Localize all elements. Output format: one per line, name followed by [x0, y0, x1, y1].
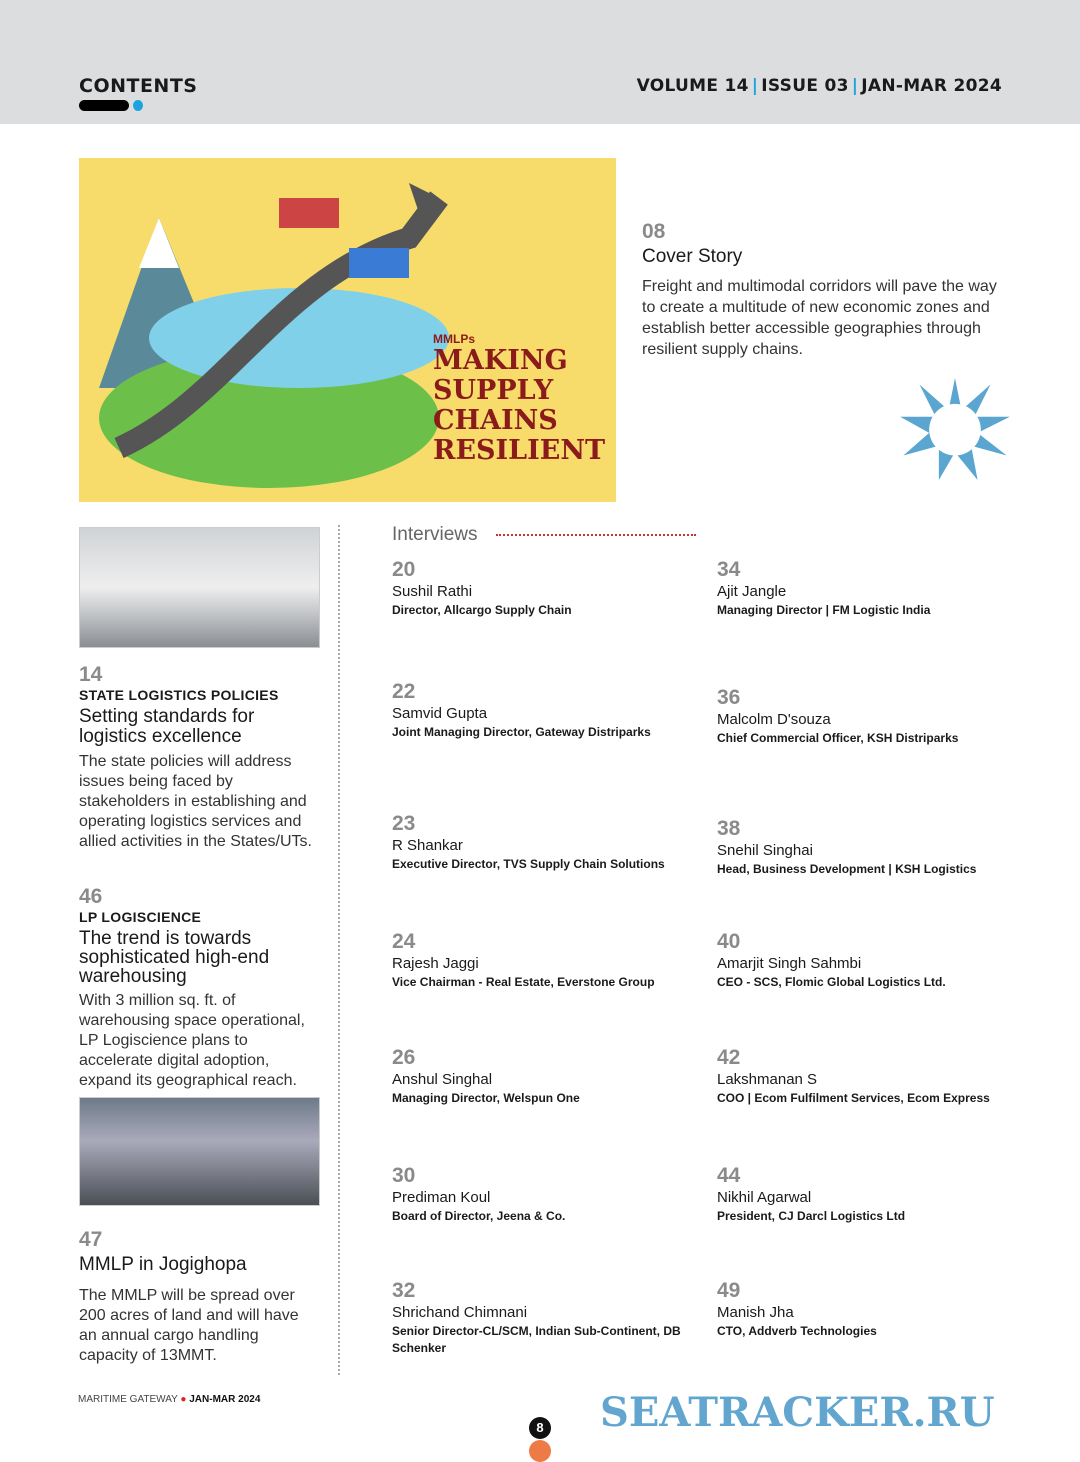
interviewee-name: Nikhil Agarwal	[717, 1189, 812, 1206]
cover-title: MAKING SUPPLY CHAINS RESILIENT	[433, 345, 606, 466]
issue-date: JAN-MAR 2024	[861, 76, 1002, 96]
page-number: 24	[392, 930, 416, 953]
article-title: Setting standards for logistics excellence	[79, 706, 255, 747]
interview-entry[interactable]	[717, 930, 1027, 991]
article-entry[interactable]	[79, 885, 324, 1091]
interviewee-role: Executive Director, TVS Supply Chain Solutions	[392, 857, 665, 871]
interview-entry[interactable]	[392, 1279, 702, 1357]
description: With 3 million sq. ft. of warehousing space operational, LP Logiscience plans to accelerate digital adoption, expand its geographical reach.	[79, 992, 305, 1089]
interviewee-role: Managing Director, Welspun One	[392, 1091, 580, 1105]
interviewee-name: Ajit Jangle	[717, 583, 787, 600]
interviewee-role: Director, Allcargo Supply Chain	[392, 603, 572, 617]
page-number: 30	[392, 1164, 416, 1187]
interviewee-role: Managing Director | FM Logistic India	[717, 603, 931, 617]
cover-kicker: MMLPs	[433, 332, 475, 346]
interviewee-name: Malcolm D'souza	[717, 711, 831, 728]
description: Freight and multimodal corridors will pave the way to create a multitude of new economic zones and establish better accessible geographies through resilient supply chains.	[642, 278, 997, 358]
page-number: 49	[717, 1279, 741, 1302]
page-number: 38	[717, 817, 741, 840]
watermark: SEATRACKER.RU	[600, 1389, 995, 1436]
interview-entry[interactable]	[392, 1046, 702, 1107]
interviewee-role: Joint Managing Director, Gateway Distriparks	[392, 725, 651, 739]
interview-entry[interactable]	[392, 558, 702, 619]
interviewee-role: CTO, Addverb Technologies	[717, 1324, 877, 1338]
interview-entry[interactable]	[717, 558, 1027, 619]
interviewee-role: Head, Business Development | KSH Logistics	[717, 862, 977, 876]
interview-entry[interactable]	[717, 1279, 1027, 1340]
page-number: 08	[642, 220, 666, 243]
cover-story-entry[interactable]	[642, 220, 1007, 360]
page-number: 22	[392, 680, 416, 703]
page-number: 46	[79, 885, 103, 908]
title-pill-decoration	[79, 100, 129, 111]
interviewee-name: Snehil Singhai	[717, 842, 813, 859]
page-title: CONTENTS	[79, 75, 198, 97]
page-number-badge: 8	[529, 1417, 551, 1439]
interviewee-name: Sushil Rathi	[392, 583, 473, 600]
interviewee-role: CEO - SCS, Flomic Global Logistics Ltd.	[717, 975, 946, 989]
interviewee-role: Vice Chairman - Real Estate, Everstone Group	[392, 975, 655, 989]
article-title: The trend is towards sophisticated high-end warehousing	[79, 928, 270, 987]
interviewee-name: Lakshmanan S	[717, 1071, 818, 1088]
issue-number: ISSUE 03	[761, 76, 849, 96]
interviewee-role: Chief Commercial Officer, KSH Distriparks	[717, 731, 959, 745]
page-number: 20	[392, 558, 416, 581]
volume: VOLUME 14	[636, 76, 749, 96]
section-title: Cover Story	[642, 246, 743, 267]
title-dot-decoration	[133, 100, 143, 111]
page-dot-decoration	[529, 1440, 551, 1462]
interviewee-name: Prediman Koul	[392, 1189, 491, 1206]
footer-brand: MARITIME GATEWAY	[78, 1394, 178, 1405]
interview-entry[interactable]	[717, 1046, 1027, 1107]
page-number: 44	[717, 1164, 741, 1187]
page-number: 23	[392, 812, 416, 835]
issue-info: VOLUME 14 | ISSUE 03 | JAN-MAR 2024	[636, 76, 1002, 96]
watermark-star-icon	[900, 378, 1010, 485]
interview-entry[interactable]	[392, 930, 702, 991]
interviewee-name: R Shankar	[392, 837, 463, 854]
interviews-label: Interviews	[392, 524, 478, 545]
interviewee-role: COO | Ecom Fulfilment Services, Ecom Express	[717, 1091, 990, 1105]
page-number: 40	[717, 930, 741, 953]
interviewee-name: Manish Jha	[717, 1304, 794, 1321]
page-number: 36	[717, 686, 741, 709]
interview-entry[interactable]	[392, 680, 702, 741]
page-number: 32	[392, 1279, 416, 1302]
interviewee-role: President, CJ Darcl Logistics Ltd	[717, 1209, 906, 1223]
interview-entry[interactable]	[392, 812, 702, 873]
interview-entry[interactable]	[717, 686, 1027, 747]
interviewee-role: Board of Director, Jeena & Co.	[392, 1209, 566, 1223]
interviewee-name: Shrichand Chimnani	[392, 1304, 528, 1321]
interviewee-name: Anshul Singhal	[392, 1071, 493, 1088]
description: The MMLP will be spread over 200 acres of land and will have an annual cargo handling capacity of 13MMT.	[79, 1287, 299, 1364]
interviewee-role: Senior Director-CL/SCM, Indian Sub-Continent, DB Schenker	[392, 1324, 681, 1355]
interview-entry[interactable]	[392, 1164, 702, 1225]
interviewee-name: Samvid Gupta	[392, 705, 488, 722]
page-number: 34	[717, 558, 741, 581]
description: The state policies will address issues being faced by stakeholders in establishing and operating logistics services and allied activities in the States/UTs.	[79, 753, 312, 850]
footer: MARITIME GATEWAY ● JAN-MAR 2024	[78, 1394, 261, 1405]
state-policies-image	[79, 527, 320, 648]
interview-entry[interactable]	[717, 1164, 1027, 1225]
footer-date: JAN-MAR 2024	[189, 1394, 261, 1405]
warehouse-image	[79, 1097, 320, 1206]
cover-image	[79, 158, 616, 502]
article-title: MMLP in Jogighopa	[79, 1254, 247, 1275]
section-label: LP LOGISCIENCE	[79, 909, 202, 925]
page-number: 47	[79, 1228, 103, 1251]
header-bar	[0, 0, 1080, 124]
interviewee-name: Rajesh Jaggi	[392, 955, 479, 972]
page-number: 42	[717, 1046, 741, 1069]
interview-entry[interactable]	[717, 817, 1027, 878]
article-entry[interactable]	[79, 663, 319, 852]
page-number: 26	[392, 1046, 416, 1069]
column-divider	[338, 525, 340, 1375]
page-number: 14	[79, 663, 103, 686]
interviews-rule	[496, 534, 696, 536]
section-label: STATE LOGISTICS POLICIES	[79, 687, 279, 703]
article-entry[interactable]	[79, 1228, 319, 1366]
interviewee-name: Amarjit Singh Sahmbi	[717, 955, 862, 972]
